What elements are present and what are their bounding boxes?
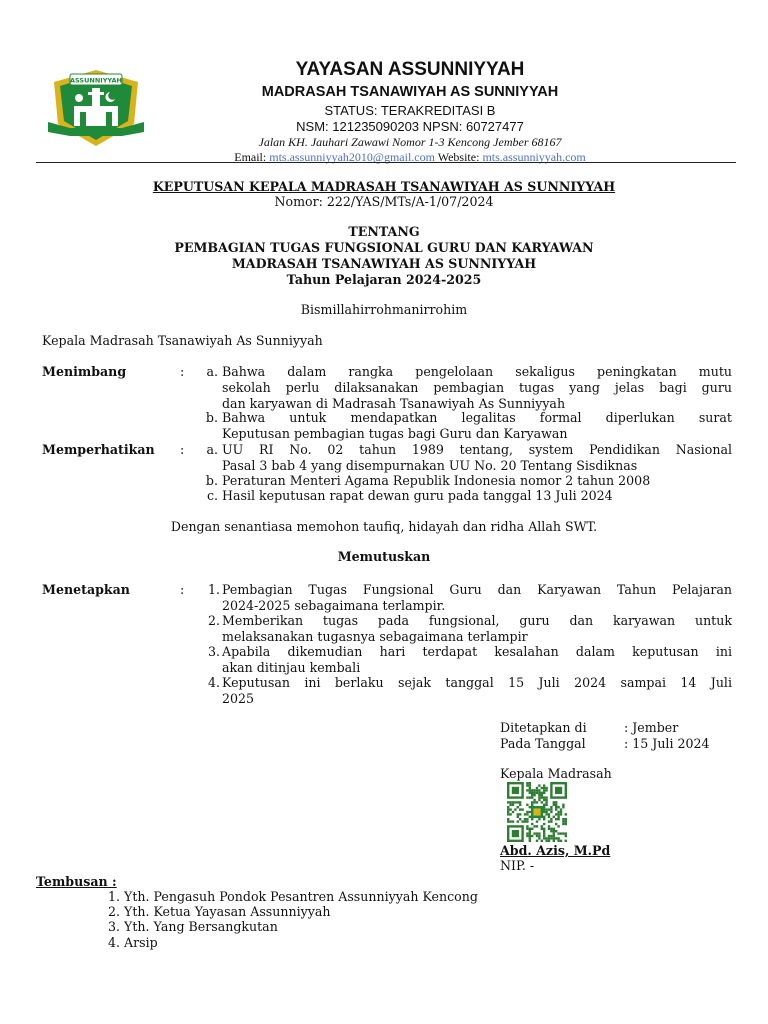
menimbang-a-line: sekolah perlu dilaksanakan pembagian tugas yang jelas bagi guru — [222, 380, 732, 395]
tembusan-item: Arsip — [124, 935, 158, 950]
memperhatikan-b-text: Peraturan Menteri Agama Republik Indonesia nomor 2 tahun 2008 — [222, 473, 651, 488]
tembusan-item: Yth. Ketua Yayasan Assunniyyah — [124, 904, 331, 919]
tembusan-item-marker: 2. — [107, 904, 120, 919]
menetapkan-item-line: akan ditinjau kembali — [222, 660, 361, 675]
menetapkan-item — [222, 644, 732, 676]
menetapkan-item-marker: 4. — [207, 675, 220, 690]
memperhatikan-b-marker: b. — [205, 473, 218, 488]
memperhatikan-label: Memperhatikan — [42, 442, 155, 457]
menimbang-a-marker: a. — [206, 364, 218, 379]
menetapkan-item — [222, 675, 732, 707]
tembusan-item-marker: 1. — [107, 889, 120, 904]
decree-subject-1: PEMBAGIAN TUGAS FUNGSIONAL GURU DAN KARYAWAN — [174, 240, 594, 255]
website-link[interactable]: mts.assunniyyah.com — [482, 150, 586, 164]
menetapkan-item-line: Memberikan tugas pada fungsional, guru dan karyawan untuk — [222, 613, 732, 628]
menetapkan-item-line: 2025 — [222, 691, 255, 706]
foundation-name: YAYASAN ASSUNNIYYAH — [295, 59, 525, 80]
email-link[interactable]: mts.assunniyyah2010@gmail.com — [269, 150, 435, 164]
menimbang-b-text — [222, 410, 732, 442]
memperhatikan-a-line: Pasal 3 bab 4 yang disempurnakan UU No. 20 Tentang Sisdiknas — [222, 458, 638, 473]
menimbang-label: Menimbang — [42, 364, 127, 379]
bismillah: Bismillahirrohmanirrohim — [300, 302, 468, 317]
school-address: Jalan KH. Jauhari Zawawi Nomor 1-3 Kencong Jember 68167 — [258, 135, 562, 149]
date-value: : 15 Juli 2024 — [624, 736, 710, 751]
decree-title: KEPUTUSAN KEPALA MADRASAH TSANAWIYAH AS SUNNIYYAH — [152, 179, 616, 194]
menetapkan-item-marker: 1. — [207, 582, 220, 597]
prayer-line: Dengan senantiasa memohon taufiq, hidayah dan ridha Allah SWT. — [170, 519, 598, 534]
email-label: Email: — [234, 150, 267, 164]
logo-text: ASSUNNIYYAH — [70, 76, 122, 85]
menetapkan-item — [222, 582, 732, 614]
menetapkan-item-line: Pembagian Tugas Fungsional Guru dan Karyawan Tahun Pelajaran — [222, 582, 732, 597]
menetapkan-item-line: Keputusan ini berlaku sejak tanggal 15 Juli 2024 sampai 14 Juli — [222, 675, 732, 690]
memperhatikan-c-marker: c. — [206, 488, 218, 503]
memperhatikan-colon: : — [180, 442, 185, 457]
menimbang-colon: : — [180, 364, 185, 379]
date-label: Pada Tanggal — [500, 736, 586, 751]
signer-name: Abd. Azis, M.Pd — [500, 843, 611, 858]
menetapkan-item-line: Apabila dikemudian hari terdapat kesalahan dalam keputusan ini — [222, 644, 732, 659]
memperhatikan-c-text: Hasil keputusan rapat dewan guru pada tanggal 13 Juli 2024 — [222, 488, 613, 503]
decree-subject-3: Tahun Pelajaran 2024-2025 — [286, 272, 482, 287]
menetapkan-colon: : — [180, 582, 185, 597]
tembusan-item: Yth. Pengasuh Pondok Pesantren Assunniyyah Kencong — [124, 889, 478, 904]
menetapkan-item-line: 2024-2025 sebagaimana terlampir. — [222, 598, 446, 613]
school-logo — [44, 62, 148, 152]
website-label: Website: — [437, 150, 480, 164]
menetapkan-item — [222, 613, 732, 645]
memperhatikan-a-line: UU RI No. 02 tahun 1989 tentang, system Pendidikan Nasional — [222, 442, 732, 457]
accreditation-status: STATUS: TERAKREDITASI B — [324, 103, 496, 118]
memperhatikan-a-marker: a. — [206, 442, 218, 457]
decree-about: TENTANG — [348, 224, 420, 239]
memutuskan-heading: Memutuskan — [337, 549, 431, 564]
menetapkan-label: Menetapkan — [42, 582, 130, 597]
tembusan-item-marker: 3. — [107, 919, 120, 934]
header-divider — [36, 162, 736, 163]
memperhatikan-a-text — [222, 442, 732, 474]
issuer-line: Kepala Madrasah Tsanawiyah As Sunniyyah — [42, 333, 323, 348]
signer-nip: NIP. - — [500, 858, 535, 873]
menetapkan-item-marker: 3. — [207, 644, 220, 659]
decree-number: Nomor: 222/YAS/MTs/A-1/07/2024 — [274, 194, 494, 209]
menimbang-a-line: Bahwa dalam rangka pengelolaan sekaligus peningkatan mutu — [222, 364, 732, 379]
letterhead — [170, 58, 650, 165]
menetapkan-item-marker: 2. — [207, 613, 220, 628]
tembusan-item: Yth. Yang Bersangkutan — [124, 919, 278, 934]
menetapkan-item-line: melaksanakan tugasnya sebagaimana terlampir — [222, 629, 528, 644]
menimbang-b-line: Keputusan pembagian tugas bagi Guru dan Karyawan — [222, 426, 568, 441]
decree-subject-2: MADRASAH TSANAWIYAH AS SUNNIYYAH — [231, 256, 537, 271]
signer-position: Kepala Madrasah — [500, 766, 612, 781]
school-ids: NSM: 121235090203 NPSN: 60727477 — [296, 119, 524, 134]
tembusan-label: Tembusan : — [36, 874, 117, 889]
menimbang-a-text — [222, 364, 732, 412]
school-name: MADRASAH TSANAWIYAH AS SUNNIYYAH — [261, 84, 559, 100]
place-value: : Jember — [624, 720, 679, 735]
menimbang-a-line: dan karyawan di Madrasah Tsanawiyah As Sunniyyah — [222, 396, 566, 411]
menimbang-b-marker: b. — [205, 410, 218, 425]
menimbang-b-line: Bahwa untuk mendapatkan legalitas formal diperlukan surat — [222, 410, 732, 425]
place-label: Ditetapkan di — [500, 720, 587, 735]
qr-code-signature — [500, 782, 574, 842]
tembusan-item-marker: 4. — [107, 935, 120, 950]
